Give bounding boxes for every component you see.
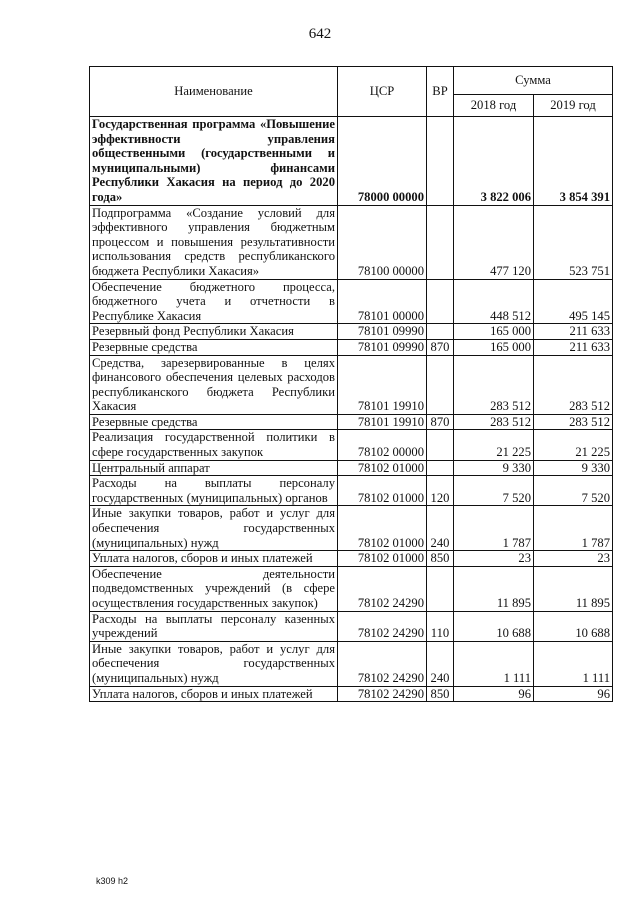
row-vr-cell: 850 [427,551,454,567]
row-name-cell: Иные закупки товаров, работ и услуг для обеспечения государственных (муниципальных) нужд [90,506,338,551]
row-vr-cell: 240 [427,641,454,686]
table-row [90,414,613,430]
row-2019-cell: 7 520 [534,476,613,506]
row-csr-cell: 78102 01000 [338,460,427,476]
row-csr-cell: 78101 19910 [338,414,427,430]
row-vr-cell: 110 [427,611,454,641]
table-row [90,205,613,279]
row-2018-cell: 283 512 [454,414,534,430]
row-2019-cell: 1 787 [534,506,613,551]
row-name-cell: Обеспечение бюджетного процесса, бюджетного учета и отчетности в Республике Хакасия [90,279,338,324]
row-2018-cell: 9 330 [454,460,534,476]
row-2019-cell: 211 633 [534,339,613,355]
row-name-cell: Резервные средства [90,339,338,355]
row-csr-cell: 78101 19910 [338,355,427,414]
row-name-cell: Центральный аппарат [90,460,338,476]
row-2019-cell: 495 145 [534,279,613,324]
row-2018-cell: 477 120 [454,205,534,279]
table-row [90,611,613,641]
row-name-cell: Уплата налогов, сборов и иных платежей [90,551,338,567]
row-2018-cell: 165 000 [454,324,534,340]
row-csr-cell: 78102 24290 [338,611,427,641]
row-name-cell: Государственная программа «Повышение эффективности управления общественными (государственными и муниципальными) финансами Республики Хакасия на период до 2020 года» [90,117,338,206]
row-2019-cell: 10 688 [534,611,613,641]
row-csr-cell: 78101 09990 [338,339,427,355]
row-vr-cell [427,460,454,476]
table-row [90,430,613,460]
table-body [90,117,613,702]
budget-table [89,66,613,702]
row-csr-cell: 78102 24290 [338,686,427,702]
row-2019-cell: 283 512 [534,414,613,430]
column-header-sum: Сумма [454,67,613,95]
row-csr-cell: 78000 00000 [338,117,427,206]
row-name-cell: Подпрограмма «Создание условий для эффективного управления бюджетным процессом и повышения результативности использования средств республиканского бюджета Республики Хакасия» [90,205,338,279]
row-2018-cell: 23 [454,551,534,567]
row-2018-cell: 10 688 [454,611,534,641]
row-2019-cell: 21 225 [534,430,613,460]
row-2018-cell: 448 512 [454,279,534,324]
row-name-cell: Расходы на выплаты персоналу казенных учреждений [90,611,338,641]
table-row [90,551,613,567]
table-row [90,355,613,414]
table-row [90,117,613,206]
row-vr-cell: 870 [427,339,454,355]
row-name-cell: Иные закупки товаров, работ и услуг для обеспечения государственных (муниципальных) нужд [90,641,338,686]
row-name-cell: Расходы на выплаты персоналу государственных (муниципальных) органов [90,476,338,506]
table-row [90,339,613,355]
row-2018-cell: 7 520 [454,476,534,506]
row-csr-cell: 78102 01000 [338,476,427,506]
row-2019-cell: 211 633 [534,324,613,340]
row-vr-cell [427,430,454,460]
row-2018-cell: 283 512 [454,355,534,414]
table-row [90,324,613,340]
row-2018-cell: 11 895 [454,566,534,611]
row-vr-cell: 120 [427,476,454,506]
row-csr-cell: 78102 00000 [338,430,427,460]
row-vr-cell: 240 [427,506,454,551]
row-name-cell: Резервные средства [90,414,338,430]
table-row [90,460,613,476]
row-2019-cell: 11 895 [534,566,613,611]
row-vr-cell [427,117,454,206]
row-vr-cell [427,355,454,414]
column-header-2018: 2018 год [454,95,534,117]
row-2019-cell: 23 [534,551,613,567]
row-csr-cell: 78100 00000 [338,205,427,279]
row-name-cell: Уплата налогов, сборов и иных платежей [90,686,338,702]
row-2019-cell: 283 512 [534,355,613,414]
row-csr-cell: 78102 01000 [338,506,427,551]
row-csr-cell: 78102 24290 [338,566,427,611]
row-2018-cell: 165 000 [454,339,534,355]
row-2019-cell: 1 111 [534,641,613,686]
row-csr-cell: 78102 24290 [338,641,427,686]
table-row [90,279,613,324]
row-name-cell: Средства, зарезервированные в целях финансового обеспечения целевых расходов республиканского бюджета Республики Хакасия [90,355,338,414]
table-row [90,506,613,551]
row-vr-cell [427,279,454,324]
row-name-cell: Реализация государственной политики в сфере государственных закупок [90,430,338,460]
row-csr-cell: 78101 00000 [338,279,427,324]
table-row [90,686,613,702]
row-vr-cell: 850 [427,686,454,702]
row-name-cell: Обеспечение деятельности подведомственных учреждений (в сфере осуществления государственных закупок) [90,566,338,611]
column-header-name: Наименование [90,67,338,117]
row-name-cell: Резервный фонд Республики Хакасия [90,324,338,340]
footer-code: k309 h2 [96,876,129,886]
column-header-vr: ВР [427,67,454,117]
column-header-2019: 2019 год [534,95,613,117]
row-2018-cell: 1 787 [454,506,534,551]
row-2019-cell: 3 854 391 [534,117,613,206]
row-csr-cell: 78101 09990 [338,324,427,340]
page-number: 642 [308,26,332,42]
row-vr-cell: 870 [427,414,454,430]
row-2018-cell: 1 111 [454,641,534,686]
row-2019-cell: 9 330 [534,460,613,476]
row-vr-cell [427,324,454,340]
table-row [90,476,613,506]
row-vr-cell [427,205,454,279]
row-2018-cell: 96 [454,686,534,702]
row-2019-cell: 523 751 [534,205,613,279]
row-2018-cell: 3 822 006 [454,117,534,206]
table-row [90,566,613,611]
row-2019-cell: 96 [534,686,613,702]
column-header-csr: ЦСР [338,67,427,117]
table-row [90,641,613,686]
row-vr-cell [427,566,454,611]
row-2018-cell: 21 225 [454,430,534,460]
row-csr-cell: 78102 01000 [338,551,427,567]
